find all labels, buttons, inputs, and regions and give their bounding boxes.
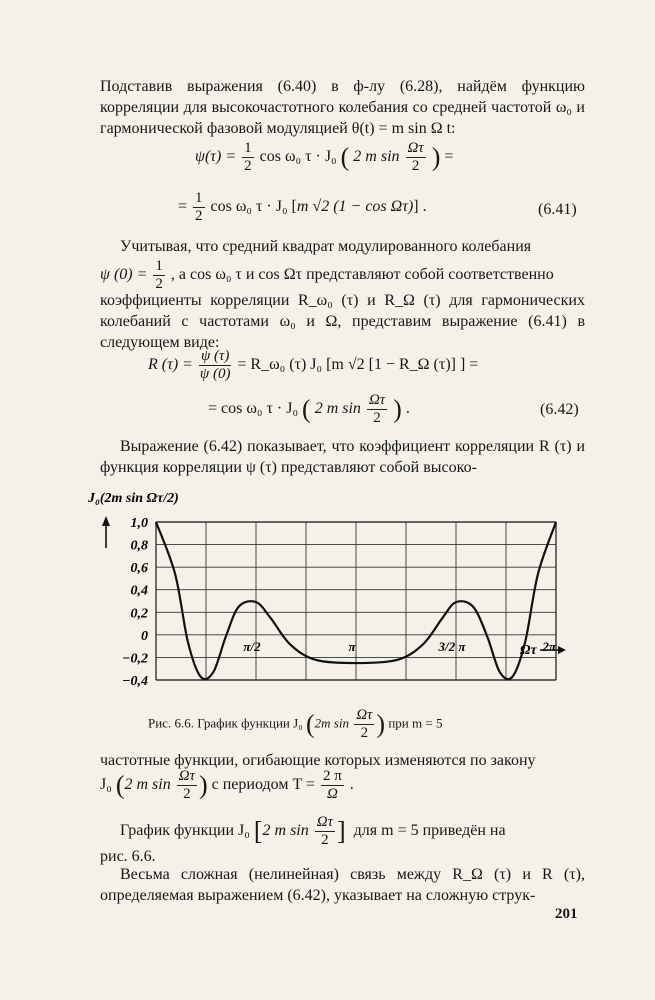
- page-number: 201: [555, 906, 578, 922]
- equation-6-41-line2: = $\frac{1}{2}$ cos ω₀ τ · J₀ [m √2 (1 − cos Ωτ)] .: [178, 190, 427, 224]
- paragraph-3: Выражение (6.42) показывает, что коэффициент корреляции R (τ) и функция корреляции ψ (τ) представляют собой высоко-: [100, 438, 585, 476]
- figure-6-6-chart: [0, 490, 655, 700]
- equation-label-6-41: (6.41): [538, 201, 577, 218]
- y-tick-label: 0,2: [130, 606, 148, 622]
- fraction-half: $\frac{1}{2}$: [244, 140, 252, 174]
- x-axis-arrowhead: [558, 646, 566, 654]
- equation-6-42-line2: = cos ω₀ τ · J₀ ( 2 m sin $\frac{\Omega\tau}{2}$ ) .: [208, 392, 410, 426]
- x-tick-label: 3/2 π: [438, 638, 466, 654]
- y-axis-label: J₀(2m sin Ωτ/2): [88, 491, 179, 506]
- paragraph-2-rest: коэффициенты корреляции R_ω₀ (τ) и R_Ω (τ) для гармонических колебаний с частотами ω₀ и Ω, представим выражение (6.41) в следующем виде:: [100, 292, 585, 351]
- chart-grid: [156, 522, 556, 680]
- paragraph-2-line2: ψ (0) = $\frac{1}{2}$ , а cos ω₀ τ и cos Ωτ представляют собой соответственно: [100, 258, 554, 292]
- y-tick-label: 1,0: [130, 516, 148, 531]
- paragraph-6: Весьма сложная (нелинейная) связь между R_Ω (τ) и R (τ), определяемая выражением (6.42), указывает на сложную струк-: [100, 866, 585, 904]
- y-axis-arrowhead: [102, 516, 110, 526]
- x-tick-label: π/2: [243, 638, 261, 654]
- y-tick-label: −0,4: [122, 674, 148, 689]
- x-tick-labels: [243, 639, 557, 654]
- equation-label-6-42: (6.42): [540, 401, 579, 418]
- x-tick-label: π: [348, 638, 356, 654]
- x-axis-label: Ωτ: [520, 643, 537, 658]
- y-tick-label: 0,8: [130, 538, 148, 554]
- figure-caption: Рис. 6.6. График функции J₀ (2m sin $\frac{\Omega\tau}{2}$ ) при m = 5: [148, 707, 443, 741]
- y-tick-label: 0,4: [130, 583, 148, 599]
- paragraph-5-line2: рис. 6.6.: [100, 848, 156, 865]
- paragraph-4-line1: частотные функции, огибающие которых изменяются по закону: [100, 752, 536, 769]
- equation-6-42-line1: R (τ) = $\frac{\psi (\tau)}{\psi (0)}$ = R_ω₀ (τ) J₀ [m √2 [1 − R_Ω (τ)] ] =: [148, 348, 479, 382]
- y-tick-label: 0: [141, 628, 148, 644]
- paragraph-5-line1: График функции J₀ [2 m sin $\frac{\Omega\tau}{2}$ ] для m = 5 приведён на: [120, 814, 506, 848]
- x-tick-label: 2π: [542, 638, 556, 654]
- y-tick-labels: [122, 516, 148, 689]
- y-tick-label: 0,6: [130, 561, 148, 577]
- y-tick-label: −0,2: [122, 651, 148, 667]
- equation-6-41-line1: ψ(τ) = $\frac{1}{2}$ cos ω₀ τ · J₀ ( 2 m sin $\frac{\Omega\tau}{2}$ ) =: [195, 140, 454, 174]
- paragraph-2-line1: Учитывая, что средний квадрат модулированного колебания: [120, 238, 532, 255]
- paragraph-1: Подставив выражения (6.40) в ф-лу (6.28), найдём функцию корреляции для высокочастотного колебания со средней частотой ω₀ и гармонической фазовой модуляцией θ(t) = m sin Ω t:: [100, 78, 585, 137]
- paragraph-4-line2: J₀ (2 m sin $\frac{\Omega\tau}{2}$ ) с периодом T = $\frac{2 \pi}{\Omega}$ .: [100, 768, 354, 802]
